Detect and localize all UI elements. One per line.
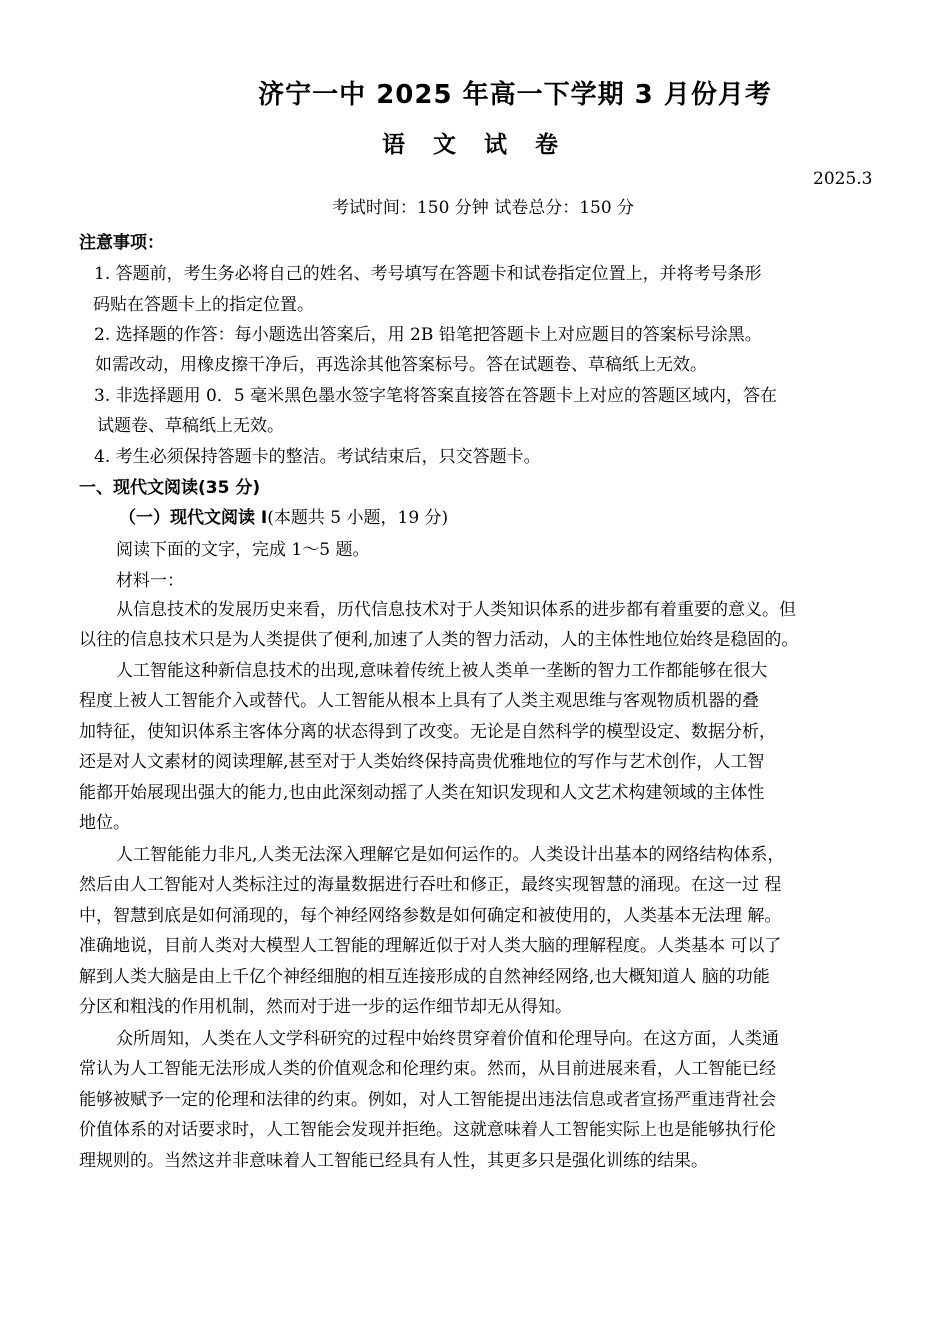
note-line: 2. 选择题的作答：每小题选出答案后，用 2B 铅笔把答题卡上对应题目的答案标号涂黑。 (94, 325, 762, 345)
passage-line: 准确地说，目前人类对大模型人工智能的理解近似于对人类大脑的理解程度。人类基本 可以了 (79, 936, 782, 956)
passage-line: 中，智慧到底是如何涌现的，每个神经网络参数是如何确定和被使用的，人类基本无法理 解。 (79, 906, 782, 926)
passage-line: 地位。 (79, 813, 130, 833)
exam-date: 2025.3 (813, 169, 873, 189)
passage-line: 从信息技术的发展历史来看，历代信息技术对于人类知识体系的进步都有着重要的意义。但 (116, 600, 796, 620)
passage-line: 分区和粗浅的作用机制，然而对于进一步的运作细节却无从得知。 (79, 997, 572, 1017)
note-line: 1. 答题前，考生务必将自己的姓名、考号填写在答题卡和试卷指定位置上，并将考号条形 (94, 264, 762, 284)
passage-line: 理规则的。当然这并非意味着人工智能已经具有人性，其更多只是强化训练的结果。 (79, 1151, 708, 1171)
subsection-score: (本题共 5 小题，19 分) (267, 508, 449, 528)
passage-line: 程度上被人工智能介入或替代。人工智能从根本上具有了人类主观思维与客观物质机器的叠 (79, 691, 759, 711)
instruction: 阅读下面的文字，完成 1～5 题。 (116, 540, 370, 560)
section-heading: 一、现代文阅读(35 分) (79, 478, 261, 498)
passage-line: 价值体系的对话要求时，人工智能会发现并拒绝。这就意味着人工智能实际上也是能够执行伦 (79, 1120, 776, 1140)
passage-line: 常认为人工智能无法形成人类的价值观念和伦理约束。然而，从目前进展来看，人工智能已经 (79, 1059, 776, 1079)
note-line: 3. 非选择题用 0．5 毫米黑色墨水签字笔将答案直接答在答题卡上对应的答题区域内，答在 (94, 386, 778, 406)
passage-line: 还是对人文素材的阅读理解,甚至对于人类始终保持高贵优雅地位的写作与艺术创作，人工智 (79, 752, 765, 772)
passage-line: 然后由人工智能对人类标注过的海量数据进行吞吐和修正，最终实现智慧的涌现。在这一过 程 (79, 875, 782, 895)
exam-title: 济宁一中 2025 年高一下学期 3 月份月考 (258, 80, 772, 110)
note-line: 试题卷、草稿纸上无效。 (97, 416, 284, 436)
exam-subtitle: 语 文 试 卷 (381, 132, 569, 158)
note-line: 码贴在答题卡上的指定位置。 (93, 295, 314, 315)
subsection-title: （一）现代文阅读 Ⅰ (119, 508, 268, 528)
passage-line: 以往的信息技术只是为人类提供了便利,加速了人类的智力活动，人的主体性地位始终是稳固的。 (79, 630, 799, 650)
passage-line: 人工智能能力非凡,人类无法深入理解它是如何运作的。人类设计出基本的网络结构体系， (116, 845, 785, 865)
note-line: 4. 考生必须保持答题卡的整洁。考试结束后，只交答题卡。 (94, 447, 541, 467)
passage-line: 人工智能这种新信息技术的出现,意味着传统上被人类单一垄断的智力工作都能够在很大 (116, 661, 768, 681)
passage-line: 解到人类大脑是由上千亿个神经细胞的相互连接形成的自然神经网络,也大概知道人 脑的功能 (79, 967, 770, 987)
passage-line: 加特征，使知识体系主客体分离的状态得到了改变。无论是自然科学的模型设定、数据分析， (79, 722, 776, 742)
notes-title: 注意事项： (79, 233, 164, 253)
passage-line: 能都开始展现出强大的能力,也由此深刻动摇了人类在知识发现和人文艺术构建领域的主体性 (79, 783, 765, 803)
passage-line: 众所周知，人类在人文学科研究的过程中始终贯穿着价值和伦理导向。在这方面，人类通 (116, 1029, 779, 1049)
subsection-heading (119, 503, 448, 528)
material-label: 材料一： (116, 571, 184, 591)
note-line: 如需改动，用橡皮擦干净后，再选涂其他答案标号。答在试题卷、草稿纸上无效。 (95, 355, 707, 375)
passage-line: 能够被赋予一定的伦理和法律的约束。例如，对人工智能提出违法信息或者宣扬严重违背社会 (79, 1090, 776, 1110)
exam-info: 考试时间：150 分钟 试卷总分：150 分 (331, 198, 635, 218)
